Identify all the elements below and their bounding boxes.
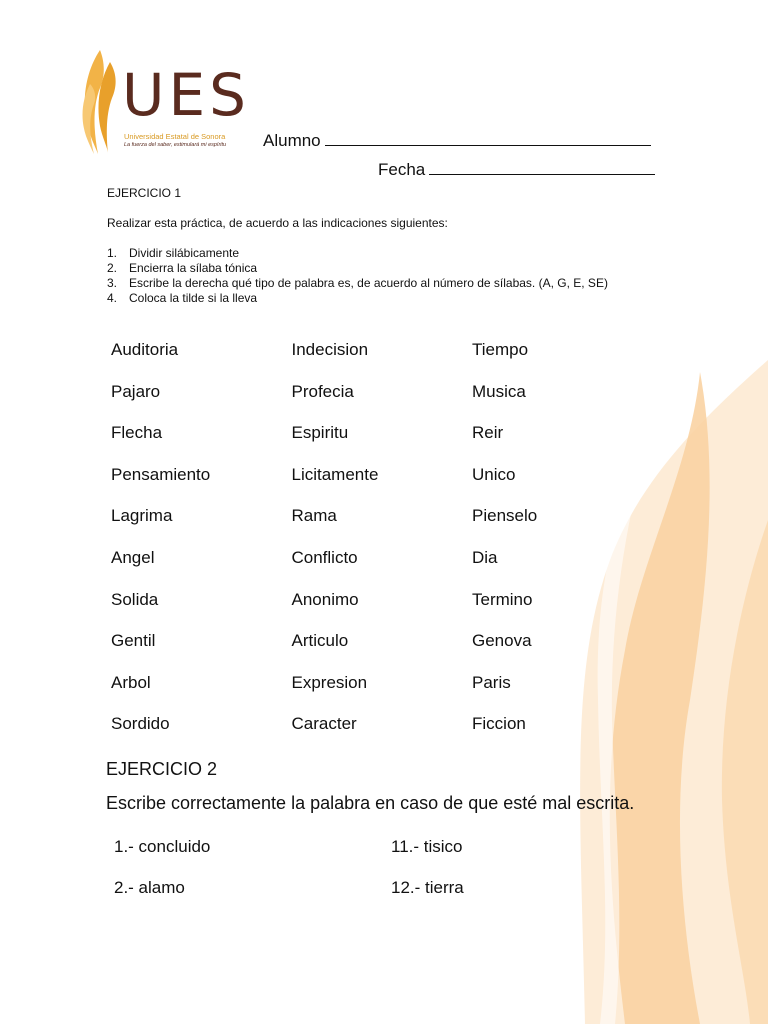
word-item: Solida (111, 589, 159, 609)
word-row (111, 548, 671, 590)
ues-logo (78, 48, 258, 156)
instruction-list (107, 246, 608, 306)
word-row (111, 423, 671, 465)
word-item: Dia (472, 547, 498, 567)
word-item: Pensamiento (111, 464, 211, 484)
instruction-text: Coloca la tilde si la lleva (129, 291, 258, 305)
word-item: Caracter (291, 714, 357, 734)
word-item: Angel (111, 547, 155, 567)
logo-letters: UES (122, 61, 250, 129)
correction-row (114, 837, 594, 878)
alumno-blank-line[interactable] (325, 131, 651, 146)
instruction-number: 4. (107, 291, 118, 305)
instruction-text: Escribe la derecha qué tipo de palabra es, de acuerdo al número de sílabas. (A, G, E, SE) (129, 276, 608, 290)
exercise2-instruction: Escribe correctamente la palabra en caso de que esté mal escrita. (106, 793, 635, 813)
word-item: Pienselo (472, 506, 538, 526)
word-item: Auditoria (111, 340, 179, 359)
instruction-number: 1. (107, 246, 118, 260)
word-item: Unico (472, 464, 516, 484)
word-item: Conflicto (291, 547, 358, 567)
word-item: Genova (472, 631, 532, 651)
word-item: Expresion (291, 672, 368, 692)
word-row (111, 340, 671, 382)
word-item: Flecha (111, 423, 163, 443)
exercise1-title: EJERCICIO 1 (107, 186, 182, 200)
word-row (111, 714, 671, 756)
correction-item: 2.- alamo (114, 878, 185, 897)
word-item: Gentil (111, 631, 156, 651)
fecha-label: Fecha (378, 160, 426, 179)
word-row (111, 382, 671, 424)
word-row (111, 506, 671, 548)
word-row (111, 465, 671, 507)
word-item: Lagrima (111, 506, 173, 526)
flame-icon (78, 48, 124, 156)
instruction-number: 3. (107, 276, 118, 290)
word-row (111, 673, 671, 715)
logo-university-name: Universidad Estatal de Sonora (124, 132, 226, 141)
word-item: Tiempo (472, 340, 529, 359)
word-row (111, 590, 671, 632)
fecha-field (378, 160, 655, 180)
word-item: Reir (472, 423, 504, 443)
word-grid (111, 340, 671, 756)
word-item: Anonimo (291, 589, 359, 609)
fecha-blank-line[interactable] (429, 160, 655, 175)
instruction-text: Encierra la sílaba tónica (129, 261, 258, 275)
correction-row (114, 878, 594, 919)
word-item: Musica (472, 381, 526, 401)
word-item: Termino (472, 589, 533, 609)
word-item: Pajaro (111, 381, 161, 401)
word-row (111, 631, 671, 673)
word-item: Articulo (291, 631, 349, 651)
word-item: Profecia (291, 381, 354, 401)
word-item: Ficcion (472, 714, 526, 734)
word-item: Arbol (111, 672, 151, 692)
correction-item: 1.- concluido (114, 837, 211, 856)
exercise1-intro: Realizar esta práctica, de acuerdo a las indicaciones siguientes: (107, 216, 448, 230)
alumno-label: Alumno (263, 131, 321, 150)
word-item: Sordido (111, 714, 170, 734)
correction-item: 12.- tierra (391, 878, 464, 897)
instruction-item (107, 276, 608, 291)
word-item: Indecision (291, 340, 369, 359)
instruction-item (107, 246, 608, 261)
alumno-field (263, 131, 651, 151)
word-item: Rama (291, 506, 337, 526)
correction-list (114, 837, 594, 919)
word-item: Licitamente (291, 464, 379, 484)
instruction-text: Dividir silábicamente (129, 246, 240, 260)
instruction-item (107, 291, 608, 306)
logo-tagline: La fuerza del saber, estimulará mi espíritu (124, 142, 227, 148)
exercise2-title: EJERCICIO 2 (106, 759, 218, 779)
instruction-item (107, 261, 608, 276)
correction-item: 11.- tisico (391, 837, 463, 856)
word-item: Paris (472, 672, 511, 692)
word-item: Espiritu (291, 423, 349, 443)
instruction-number: 2. (107, 261, 118, 275)
